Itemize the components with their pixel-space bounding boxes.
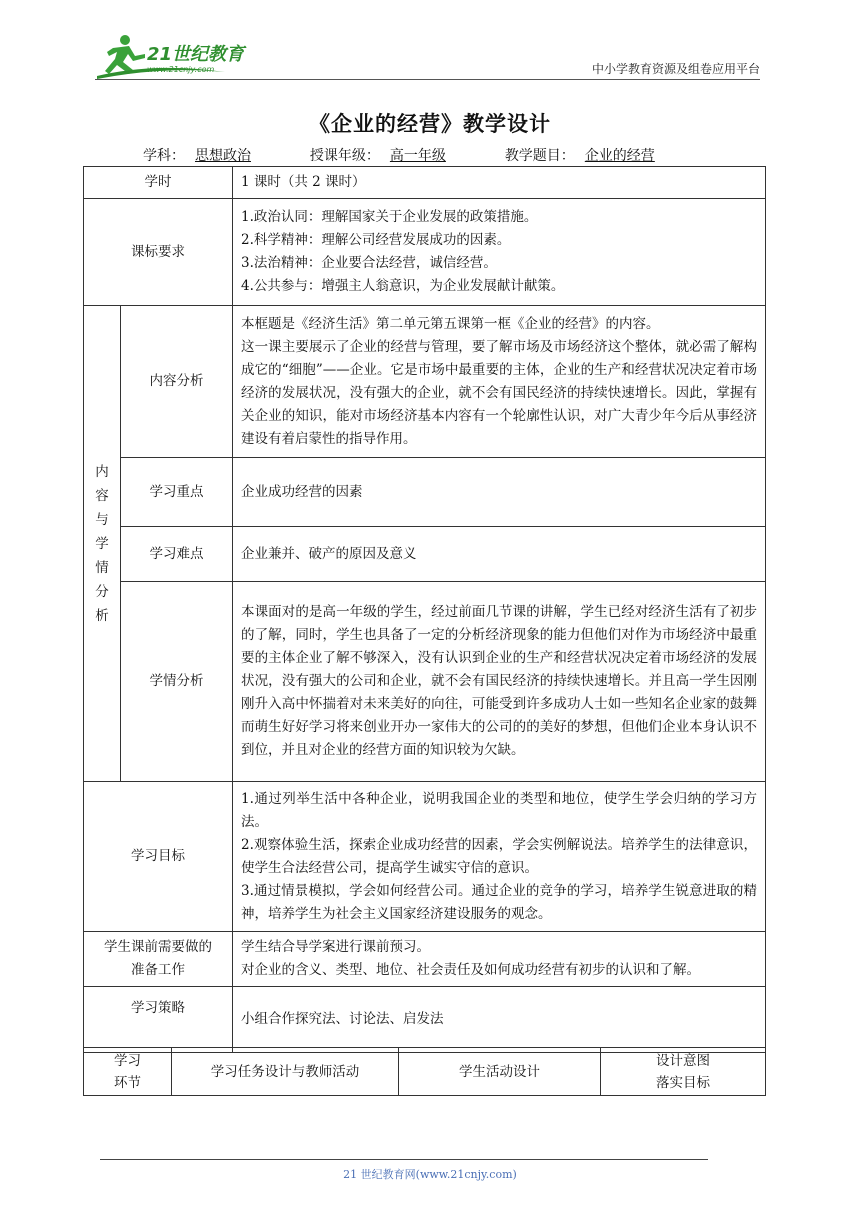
footer-divider [100, 1159, 708, 1160]
activity-table-header [83, 1047, 766, 1096]
student-analysis-text: 本课面对的是高一年级的学生，经过前面几节课的讲解，学生已经对经济生活有了初步的了解，同时，学生也具备了一定的分析经济现象的能力但他们对作为市场经济中最重要的主体企业了解不够深入，没有认识到企业的生产和经营状况决定着市场经济的发展状况，没有强大的公司和企业，就不会有国民经济的持续快速增长。并且高一学生因刚刚升入高中怀揣着对未来美好的向往，可能受到许多成功人士如一些知名企业家的鼓舞而萌生好好学习将来创业开办一家伟大的公司的的美好的梦想，但他们企业本身认识不到位，并且对企业的经营方面的知识较为欠缺。 [233, 582, 766, 782]
page-header [95, 32, 760, 82]
preparation-label: 学生课前需要做的 准备工作 [84, 932, 233, 987]
table-row [84, 582, 766, 782]
table-row [84, 782, 766, 932]
document-title: 《企业的经营》教学设计 [309, 111, 551, 136]
standard-item: 4.公共参与：增强主人翁意识，为企业发展献计献策。 [241, 278, 565, 294]
key-points-label: 学习重点 [121, 458, 233, 527]
table-row [84, 932, 766, 987]
table-row [84, 199, 766, 306]
period-value: 1 课时（共 2 课时） [233, 167, 766, 199]
header-divider [95, 79, 760, 80]
analysis-group-label: 内 容 与 学 情 分 析 [84, 306, 121, 782]
standards-label: 课标要求 [84, 199, 233, 306]
course-meta [143, 145, 659, 165]
table-row [84, 458, 766, 527]
objectives-content [233, 782, 766, 932]
table-row [84, 1048, 766, 1096]
column-header-stage: 学习 环节 [84, 1048, 172, 1096]
key-points-value: 企业成功经营的因素 [233, 458, 766, 527]
column-header-design-intent: 设计意图 落实目标 [601, 1048, 766, 1096]
objectives-label: 学习目标 [84, 782, 233, 932]
period-label: 学时 [84, 167, 233, 199]
standard-item: 1.政治认同：理解国家关于企业发展的政策措施。 [241, 209, 538, 225]
21cnjy-logo [95, 32, 265, 80]
lesson-plan-table [83, 166, 766, 1053]
content-analysis-label: 内容分析 [121, 306, 233, 458]
platform-name: 中小学教育资源及组卷应用平台 [591, 62, 760, 76]
table-row [84, 306, 766, 458]
table-row [84, 527, 766, 582]
preparation-content: 学生结合导学案进行课前预习。 对企业的含义、类型、地位、社会责任及如何成功经营有初步的认识和了解。 [233, 932, 766, 987]
strategy-label: 学习策略 [84, 987, 233, 1053]
grade-value: 高一年级 [389, 148, 446, 164]
objective-item: 2.观察体验生活，探索企业成功经营的因素，学会实例解说法。培养学生的法律意识，使学生合法经营公司，提高学生诚实守信的意识。 [241, 836, 757, 876]
svg-text:www.21cnjy.com: www.21cnjy.com [147, 65, 215, 74]
objective-item: 3.通过情景模拟，学会如何经营公司。通过企业的竞争的学习，培养学生锐意进取的精神，培养学生为社会主义国家经济建设服务的观念。 [241, 882, 757, 922]
column-header-teacher-activity: 学习任务设计与教师活动 [172, 1048, 399, 1096]
objective-item: 1.通过列举生活中各种企业，说明我国企业的类型和地位，使学生学会归纳的学习方法。 [241, 790, 757, 830]
topic-label: 教学题目： [504, 148, 575, 164]
table-row [84, 167, 766, 199]
standards-content [233, 199, 766, 306]
standard-item: 2.科学精神：理解公司经营发展成功的因素。 [241, 232, 511, 248]
student-analysis-label: 学情分析 [121, 582, 233, 782]
content-analysis-text: 本框题是《经济生活》第二单元第五课第一框《企业的经营》的内容。 这一课主要展示了企业的经营与管理，要了解市场及市场经济这个整体，就必需了解构成它的“细胞”——企业。它是市场中最重要的主体，企业的生产和经营状况决定着市场经济的发展状况，没有强大的企业，就不会有国民经济的持续快速增长。因此，掌握有关企业的知识，能对市场经济基本内容有一个轮廓性认识，对广大青少年今后从事经济建设有着启蒙性的指导作用。 [233, 306, 766, 458]
footer-link[interactable]: 21 世纪教育网(www.21cnjy.com) [343, 1168, 517, 1181]
svg-text:21世纪教育: 21世纪教育 [147, 44, 245, 65]
subject-value: 思想政治 [195, 148, 251, 164]
table-row [84, 987, 766, 1053]
standard-item: 3.法治精神：企业要合法经营，诚信经营。 [241, 255, 497, 271]
subject-label: 学科： [143, 148, 185, 164]
column-header-student-activity: 学生活动设计 [399, 1048, 601, 1096]
difficulties-value: 企业兼并、破产的原因及意义 [233, 527, 766, 582]
grade-label: 授课年级： [309, 148, 380, 164]
strategy-value: 小组合作探究法、讨论法、启发法 [233, 987, 766, 1053]
topic-value: 企业的经营 [584, 148, 655, 164]
difficulties-label: 学习难点 [121, 527, 233, 582]
